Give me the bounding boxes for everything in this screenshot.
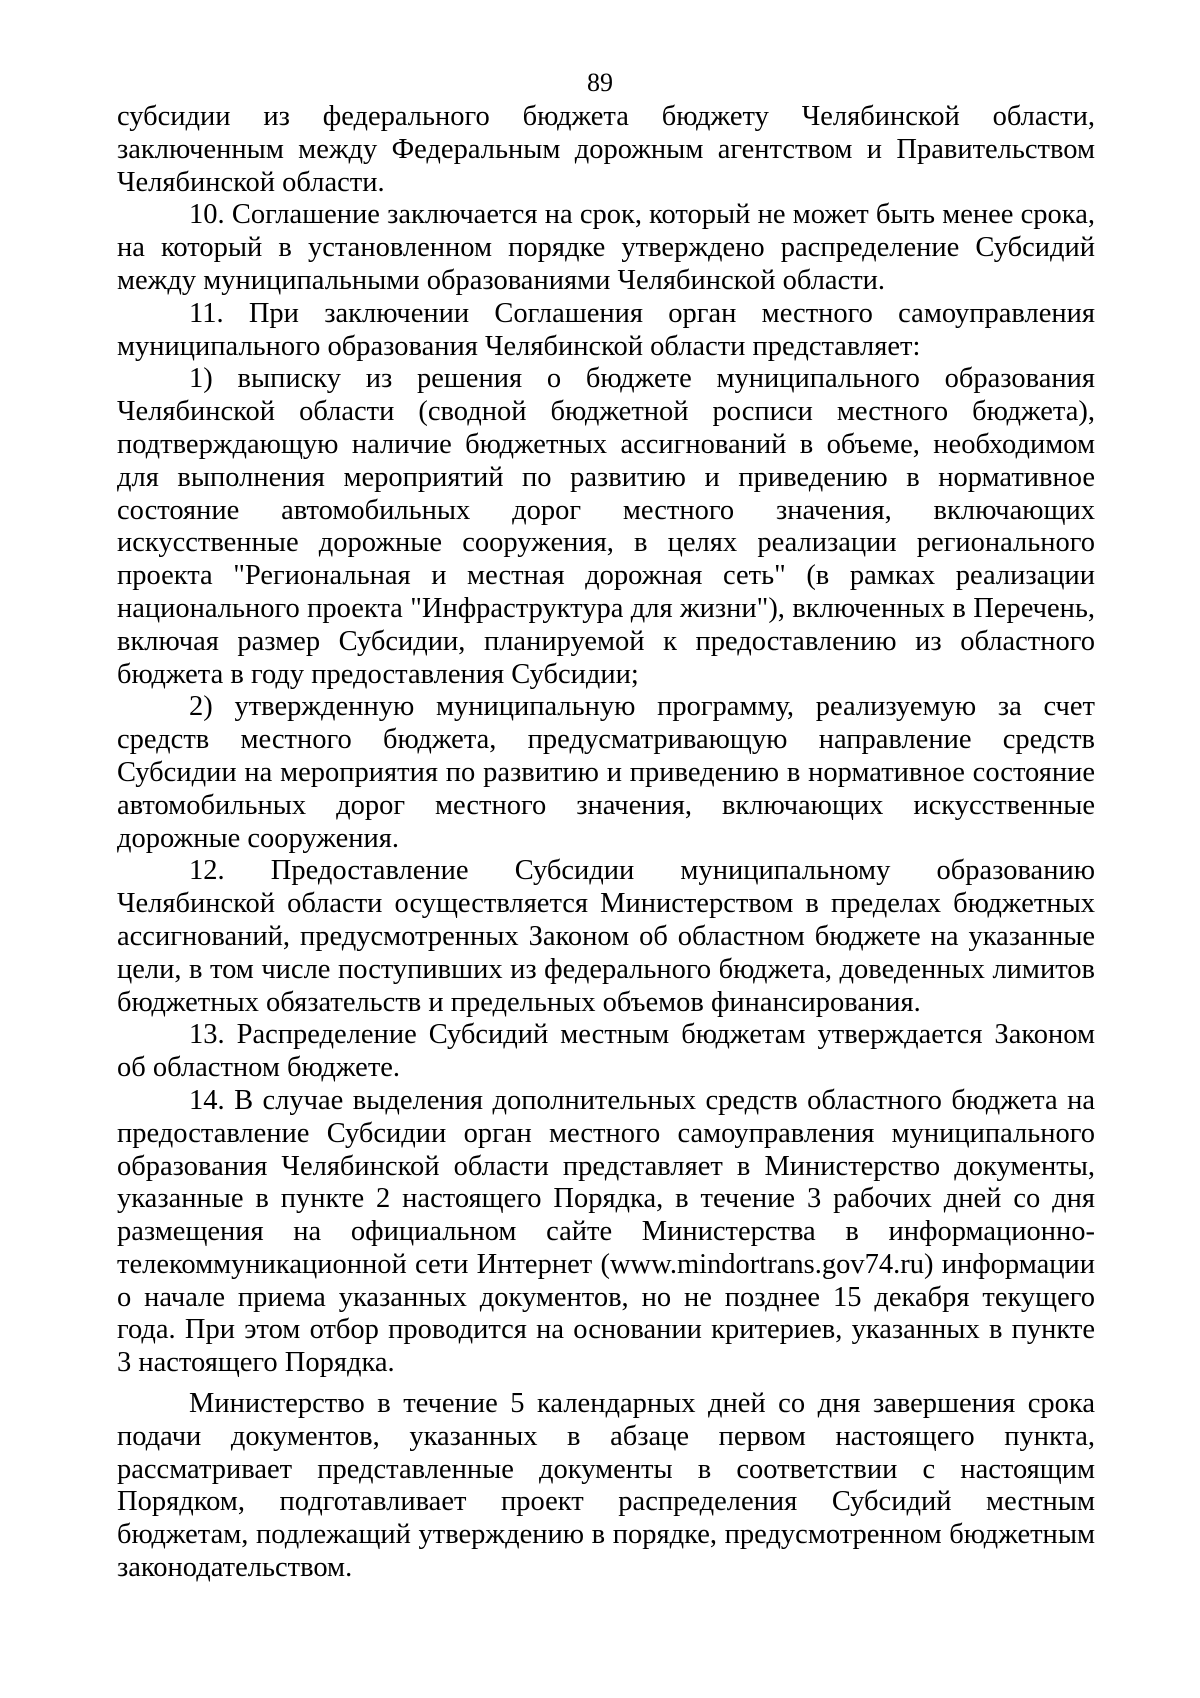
- paragraph-item-13: 13. Распределение Субсидий местным бюджетам утверждается Законом об областном бюджете.: [117, 1019, 1095, 1084]
- document-body: [117, 101, 1095, 1585]
- paragraph-subitem-2: 2) утвержденную муниципальную программу, реализуемую за счет средств местного бюджета, предусматривающую направление средств Субсидии на мероприятия по развитию и приведению в нормативное состояние автомобильных дорог местного значения, включающих искусственные дорожные сооружения.: [117, 691, 1095, 854]
- paragraph-item-12: 12. Предоставление Субсидии муниципальному образованию Челябинской области осуществляется Министерством в пределах бюджетных ассигнований, предусмотренных Законом об областном бюджете на указанные цели, в том числе поступивших из федерального бюджета, доведенных лимитов бюджетных обязательств и предельных объемов финансирования.: [117, 855, 1095, 1018]
- paragraph-item-10: 10. Соглашение заключается на срок, который не может быть менее срока, на который в установленном порядке утверждено распределение Субсидий между муниципальными образованиями Челябинской области.: [117, 199, 1095, 296]
- paragraph-continuation: субсидии из федерального бюджета бюджету Челябинской области, заключенным между Федеральным дорожным агентством и Правительством Челябинской области.: [117, 101, 1095, 198]
- paragraph-item-14: 14. В случае выделения дополнительных средств областного бюджета на предоставление Субсидии орган местного самоуправления муниципального образования Челябинской области представляет в Министерство документы, указанные в пункте 2 настоящего Порядка, в течение 3 рабочих дней со дня размещения на официальном сайте Министерства в информационно-телекоммуникационной сети Интернет (www.mindortrans.gov74.ru) информации о начале приема указанных документов, но не позднее 15 декабря текущего года. При этом отбор проводится на основании критериев, указанных в пункте 3 настоящего Порядка.: [117, 1084, 1095, 1379]
- paragraph-item-11: 11. При заключении Соглашения орган местного самоуправления муниципального образования Челябинской области представляет:: [117, 297, 1095, 362]
- paragraph-item-14-second: Министерство в течение 5 календарных дней со дня завершения срока подачи документов, указанных в абзаце первом настоящего пункта, рассматривает представленные документы в соответствии с настоящим Порядком, подготавливает проект распределения Субсидий местным бюджетам, подлежащий утверждению в порядке, предусмотренном бюджетным законодательством.: [117, 1388, 1095, 1584]
- page-number: 89: [587, 68, 613, 97]
- paragraph-subitem-1: 1) выписку из решения о бюджете муниципального образования Челябинской области (сводной бюджетной росписи местного бюджета), подтверждающую наличие бюджетных ассигнований в объеме, необходимом для выполнения мероприятий по развитию и приведению в нормативное состояние автомобильных дорог местного значения, включающих искусственные дорожные сооружения, в целях реализации регионального проекта "Региональная и местная дорожная сеть" (в рамках реализации национального проекта "Инфраструктура для жизни"), включенных в Перечень, включая размер Субсидии, планируемой к предоставлению из областного бюджета в году предоставления Субсидии;: [117, 363, 1095, 690]
